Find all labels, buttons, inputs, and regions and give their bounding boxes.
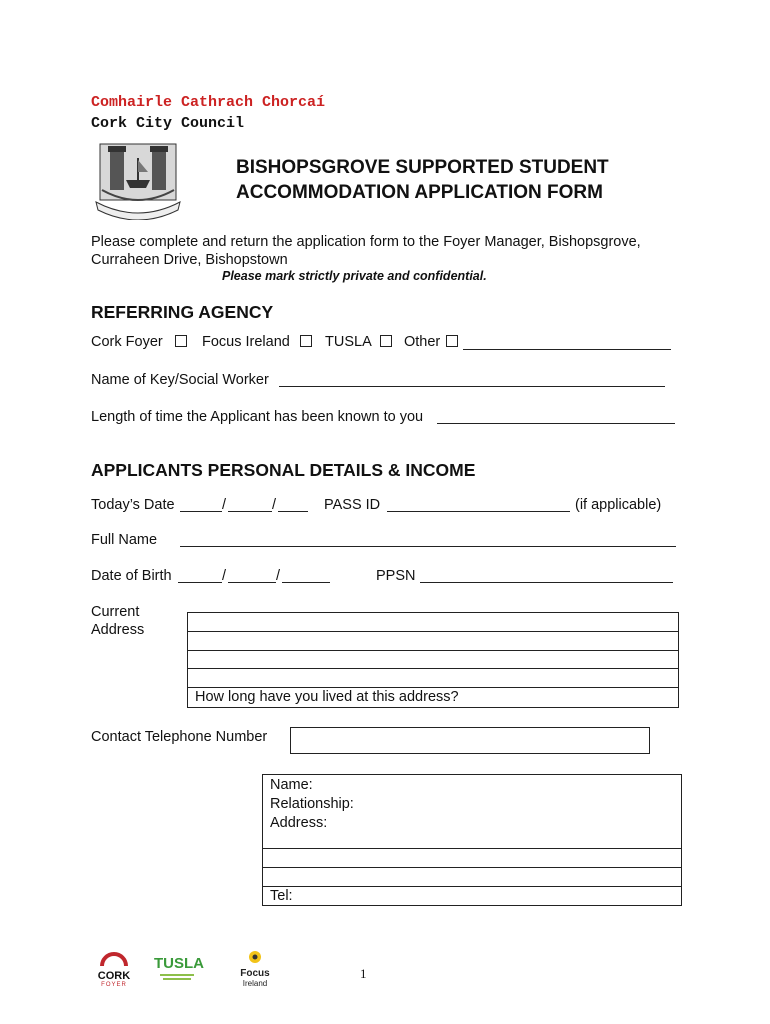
dob-year-field[interactable] (282, 582, 330, 583)
todays-date-year-field[interactable] (278, 511, 308, 512)
date-separator: / (272, 497, 277, 513)
pass-id-label: PASS ID (324, 497, 381, 513)
intro-text (91, 233, 711, 269)
contact-line-divider (262, 848, 681, 849)
dob-month-field[interactable] (228, 582, 276, 583)
checkbox-cork-foyer[interactable] (175, 335, 187, 347)
address-line-divider (187, 631, 678, 632)
date-separator: / (222, 497, 227, 513)
how-long-at-address-label: How long have you lived at this address? (195, 689, 459, 705)
phone-label: Contact Telephone Number (91, 729, 268, 745)
current-address-label-line-2: Address (91, 622, 145, 638)
pass-id-field[interactable] (387, 511, 570, 512)
agency-option-focus-ireland[interactable] (202, 334, 312, 350)
cork-city-crest-icon (92, 140, 184, 220)
agency-option-label: TUSLA (325, 334, 372, 350)
personal-details-heading: APPLICANTS PERSONAL DETAILS & INCOME (91, 460, 476, 480)
confidential-note: Please mark strictly private and confidential. (222, 269, 487, 283)
cork-foyer-logo-arc-icon (100, 952, 128, 966)
address-line-divider (187, 687, 678, 688)
agency-option-other[interactable] (404, 334, 458, 350)
key-worker-label: Name of Key/Social Worker (91, 372, 269, 388)
referring-agency-heading: REFERRING AGENCY (91, 302, 274, 322)
agency-option-cork-foyer[interactable] (91, 334, 187, 350)
tusla-logo-line-icon (163, 978, 191, 980)
cork-foyer-logo-text: CORK (97, 970, 131, 982)
address-line-divider (187, 650, 678, 651)
time-known-label: Length of time the Applicant has been known to you (91, 409, 424, 425)
tusla-logo (154, 955, 204, 980)
current-address-label-line-1: Current (91, 604, 140, 620)
council-name-english: Cork City Council (91, 115, 245, 132)
focus-ireland-logo (234, 950, 276, 988)
address-line-divider (187, 668, 678, 669)
contact-relationship-label: Relationship: (270, 796, 354, 812)
date-separator: / (276, 568, 281, 584)
intro-line-2: Curraheen Drive, Bishopstown (91, 252, 288, 268)
agency-option-label: Cork Foyer (91, 334, 163, 350)
page-number: 1 (360, 966, 367, 981)
contact-name-label: Name: (270, 777, 313, 793)
cork-foyer-logo-subtext: FOYER (101, 982, 127, 988)
time-known-field[interactable] (437, 423, 675, 424)
full-name-field[interactable] (180, 546, 676, 547)
contact-line-divider (262, 867, 681, 868)
ppsn-label: PPSN (376, 568, 416, 584)
focus-ireland-logo-text: Focus (240, 968, 270, 979)
checkbox-other[interactable] (446, 335, 458, 347)
agency-option-label: Focus Ireland (202, 334, 290, 350)
intro-line-1: Please complete and return the application form to the Foyer Manager, Bishopsgrove, (91, 234, 641, 250)
current-address-label (91, 603, 144, 639)
form-title (236, 155, 696, 205)
form-title-line-1: BISHOPSGROVE SUPPORTED STUDENT (236, 157, 609, 178)
pass-id-if-applicable: (if applicable) (575, 497, 662, 513)
tusla-logo-text: TUSLA (154, 955, 204, 972)
phone-field[interactable] (290, 727, 650, 754)
checkbox-focus-ireland[interactable] (300, 335, 312, 347)
dob-day-field[interactable] (178, 582, 222, 583)
todays-date-label: Today’s Date (91, 497, 175, 513)
contact-tel-label: Tel: (270, 888, 293, 904)
focus-ireland-logo-subtext: Ireland (242, 979, 268, 988)
checkbox-tusla[interactable] (380, 335, 392, 347)
key-worker-field[interactable] (279, 386, 665, 387)
other-agency-field[interactable] (463, 349, 671, 350)
council-name-irish: Comhairle Cathrach Chorcaí (91, 94, 326, 111)
todays-date-month-field[interactable] (228, 511, 272, 512)
date-separator: / (222, 568, 227, 584)
full-name-label: Full Name (91, 532, 158, 548)
agency-option-label: Other (404, 334, 441, 350)
focus-ireland-logo-mark-icon (246, 950, 264, 964)
contact-address-label: Address: (270, 815, 328, 831)
cork-foyer-logo (96, 952, 132, 989)
tusla-logo-line-icon (160, 974, 194, 976)
form-title-line-2: ACCOMMODATION APPLICATION FORM (236, 182, 603, 203)
todays-date-day-field[interactable] (180, 511, 222, 512)
agency-option-tusla[interactable] (325, 334, 392, 350)
contact-line-divider (262, 886, 681, 887)
dob-label: Date of Birth (91, 568, 172, 584)
ppsn-field[interactable] (420, 582, 673, 583)
